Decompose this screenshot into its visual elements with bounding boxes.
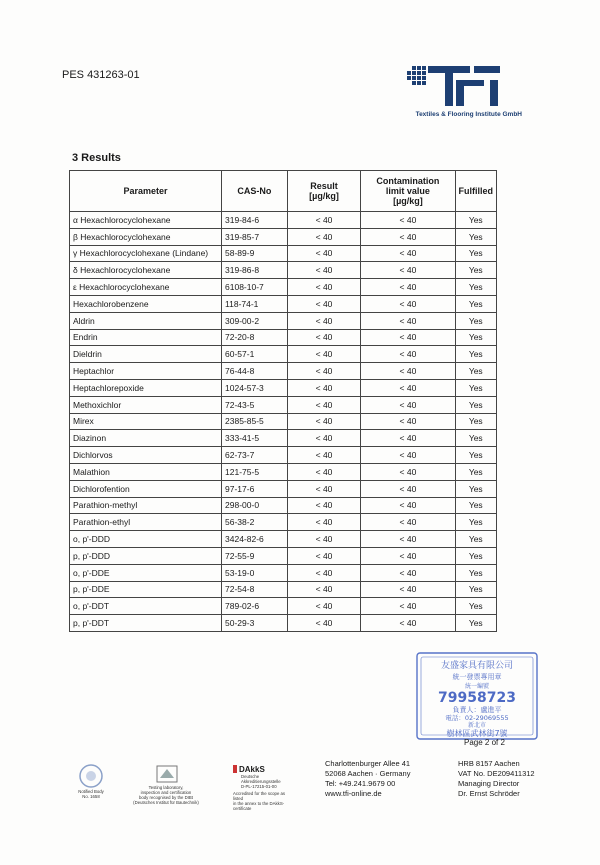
cell-fulfilled: Yes <box>455 598 497 615</box>
table-row <box>70 379 497 396</box>
cell-limit: < 40 <box>361 547 455 564</box>
cell-parameter: δ Hexachlorocyclohexane <box>70 262 222 279</box>
cell-result: < 40 <box>287 564 361 581</box>
cell-fulfilled: Yes <box>455 329 497 346</box>
cell-fulfilled: Yes <box>455 396 497 413</box>
cell-limit: < 40 <box>361 379 455 396</box>
cell-parameter: γ Hexachlorocyclohexane (Lindane) <box>70 245 222 262</box>
footer-vat: VAT No. DE209411312 <box>458 769 535 778</box>
cell-result: < 40 <box>287 363 361 380</box>
cell-parameter: o, p'-DDT <box>70 598 222 615</box>
cell-fulfilled: Yes <box>455 531 497 548</box>
cell-cas-no: 76-44-8 <box>222 363 288 380</box>
dakks-name-text: DAkkS <box>239 765 265 774</box>
cell-limit: < 40 <box>361 413 455 430</box>
cell-parameter: Parathion-methyl <box>70 497 222 514</box>
notified-body-badge-icon <box>78 763 104 789</box>
cell-result: < 40 <box>287 262 361 279</box>
cell-parameter: Heptachlor <box>70 363 222 380</box>
cell-cas-no: 1024-57-3 <box>222 379 288 396</box>
footer-address <box>325 759 410 799</box>
footer-director: Dr. Ernst Schröder <box>458 789 520 798</box>
cell-fulfilled: Yes <box>455 430 497 447</box>
stamp-line-2: 統一發票專用章 <box>452 673 502 681</box>
cell-fulfilled: Yes <box>455 262 497 279</box>
cell-result: < 40 <box>287 379 361 396</box>
table-row <box>70 447 497 464</box>
cell-fulfilled: Yes <box>455 615 497 632</box>
table-row <box>70 531 497 548</box>
cell-cas-no: 62-73-7 <box>222 447 288 464</box>
cell-cas-no: 319-85-7 <box>222 228 288 245</box>
table-row <box>70 463 497 480</box>
cell-cas-no: 333-41-5 <box>222 430 288 447</box>
cell-limit: < 40 <box>361 212 455 229</box>
cell-cas-no: 56-38-2 <box>222 514 288 531</box>
cell-result: < 40 <box>287 514 361 531</box>
cell-result: < 40 <box>287 615 361 632</box>
cell-parameter: Dichlorvos <box>70 447 222 464</box>
testing-lab-line: Testing laboratory, <box>148 785 184 790</box>
cell-cas-no: 72-55-9 <box>222 547 288 564</box>
cell-fulfilled: Yes <box>455 295 497 312</box>
cell-cas-no: 2385-85-5 <box>222 413 288 430</box>
document-id: PES 431263-01 <box>62 69 140 81</box>
cell-parameter: ε Hexachlorocyclohexane <box>70 279 222 296</box>
stamp-line-3: 統一編號 <box>464 683 490 690</box>
cell-parameter: Heptachlorepoxide <box>70 379 222 396</box>
stamp-number: 79958723 <box>438 690 516 706</box>
logo-subtitle: Textiles & Flooring Institute GmbH <box>415 111 522 118</box>
table-row <box>70 312 497 329</box>
cell-limit: < 40 <box>361 346 455 363</box>
cell-result: < 40 <box>287 245 361 262</box>
cell-fulfilled: Yes <box>455 497 497 514</box>
cell-limit: < 40 <box>361 581 455 598</box>
cell-fulfilled: Yes <box>455 228 497 245</box>
cell-limit: < 40 <box>361 312 455 329</box>
cell-limit: < 40 <box>361 396 455 413</box>
header-fulfilled: Fulfilled <box>455 171 497 212</box>
cell-limit: < 40 <box>361 615 455 632</box>
cell-cas-no: 6108-10-7 <box>222 279 288 296</box>
testing-lab-line: body recognised by the DIBt <box>139 795 193 800</box>
table-body <box>70 212 497 632</box>
cell-result: < 40 <box>287 329 361 346</box>
table-row <box>70 547 497 564</box>
table-row <box>70 564 497 581</box>
cell-parameter: p, p'-DDT <box>70 615 222 632</box>
cell-cas-no: 60-57-1 <box>222 346 288 363</box>
cell-result: < 40 <box>287 598 361 615</box>
table-row <box>70 480 497 497</box>
testing-lab-line: inspection and certification <box>140 790 192 795</box>
cell-result: < 40 <box>287 295 361 312</box>
cell-limit: < 40 <box>361 228 455 245</box>
cell-result: < 40 <box>287 346 361 363</box>
cell-limit: < 40 <box>361 430 455 447</box>
cell-cas-no: 319-86-8 <box>222 262 288 279</box>
footer-phone: Tel: +49.241.9679 00 <box>325 779 396 788</box>
cell-cas-no: 50-29-3 <box>222 615 288 632</box>
dakks-name <box>233 765 293 774</box>
cell-cas-no: 97-17-6 <box>222 480 288 497</box>
dibt-badge-icon <box>154 763 180 785</box>
cell-limit: < 40 <box>361 514 455 531</box>
cell-parameter: Endrin <box>70 329 222 346</box>
cell-fulfilled: Yes <box>455 363 497 380</box>
cell-limit: < 40 <box>361 531 455 548</box>
footer-register <box>458 759 535 799</box>
footer-city: 52068 Aachen · Germany <box>325 769 411 778</box>
dakks-line: D-PL-17215-01-00 <box>241 784 277 789</box>
dakks-note: in the annex to the DAkkS-certificate <box>233 801 285 811</box>
table-row <box>70 212 497 229</box>
stamp-owner: 負責人：盧進平 <box>452 706 502 714</box>
cell-limit: < 40 <box>361 279 455 296</box>
cell-fulfilled: Yes <box>455 245 497 262</box>
cell-limit: < 40 <box>361 564 455 581</box>
table-row <box>70 262 497 279</box>
cell-result: < 40 <box>287 447 361 464</box>
table-row <box>70 581 497 598</box>
cell-result: < 40 <box>287 312 361 329</box>
cell-fulfilled: Yes <box>455 564 497 581</box>
notified-body-number: No. 1658 <box>82 794 100 799</box>
cell-result: < 40 <box>287 279 361 296</box>
dakks-line: Deutsche <box>241 774 260 779</box>
cell-limit: < 40 <box>361 447 455 464</box>
cell-result: < 40 <box>287 212 361 229</box>
table-row <box>70 295 497 312</box>
testing-lab-label <box>116 785 216 805</box>
company-stamp <box>413 650 541 742</box>
cell-parameter: Methoxichlor <box>70 396 222 413</box>
cell-cas-no: 53-19-0 <box>222 564 288 581</box>
cell-fulfilled: Yes <box>455 480 497 497</box>
cell-parameter: Parathion-ethyl <box>70 514 222 531</box>
cell-result: < 40 <box>287 463 361 480</box>
table-row <box>70 245 497 262</box>
stamp-city: 新北市 <box>467 722 487 729</box>
header-parameter: Parameter <box>70 171 222 212</box>
cell-cas-no: 298-00-0 <box>222 497 288 514</box>
footer-website[interactable]: www.tfi-online.de <box>325 789 382 798</box>
cell-parameter: p, p'-DDD <box>70 547 222 564</box>
cell-cas-no: 118-74-1 <box>222 295 288 312</box>
cell-parameter: o, p'-DDE <box>70 564 222 581</box>
table-row <box>70 615 497 632</box>
page-number: Page 2 of 2 <box>464 738 505 747</box>
cell-result: < 40 <box>287 581 361 598</box>
notified-body-line: Notified Body <box>78 789 104 794</box>
cell-limit: < 40 <box>361 463 455 480</box>
results-table <box>69 170 497 632</box>
cell-parameter: Dichlorofention <box>70 480 222 497</box>
cell-parameter: p, p'-DDE <box>70 581 222 598</box>
cell-fulfilled: Yes <box>455 212 497 229</box>
testing-lab-line: (Deutsches Institut für Bautechnik) <box>133 800 199 805</box>
cell-fulfilled: Yes <box>455 346 497 363</box>
dakks-badge <box>233 765 293 811</box>
cell-result: < 40 <box>287 396 361 413</box>
cell-result: < 40 <box>287 480 361 497</box>
header-cas-no: CAS-No <box>222 171 288 212</box>
cell-fulfilled: Yes <box>455 447 497 464</box>
stamp-address: 樹林區武林街7號 <box>446 729 508 738</box>
cell-fulfilled: Yes <box>455 463 497 480</box>
notified-body-label <box>68 789 114 799</box>
cell-parameter: Aldrin <box>70 312 222 329</box>
cell-parameter: Diazinon <box>70 430 222 447</box>
table-row <box>70 228 497 245</box>
cell-parameter: Hexachlorobenzene <box>70 295 222 312</box>
header-limit: Contamination limit value [µg/kg] <box>361 171 455 212</box>
cell-limit: < 40 <box>361 598 455 615</box>
table-row <box>70 279 497 296</box>
cell-cas-no: 3424-82-6 <box>222 531 288 548</box>
table-row <box>70 363 497 380</box>
cell-limit: < 40 <box>361 497 455 514</box>
cell-parameter: Dieldrin <box>70 346 222 363</box>
table-row <box>70 497 497 514</box>
cell-limit: < 40 <box>361 329 455 346</box>
cell-limit: < 40 <box>361 245 455 262</box>
cell-limit: < 40 <box>361 295 455 312</box>
cell-fulfilled: Yes <box>455 514 497 531</box>
cell-result: < 40 <box>287 228 361 245</box>
cell-cas-no: 58-89-9 <box>222 245 288 262</box>
cell-parameter: β Hexachlorocyclohexane <box>70 228 222 245</box>
cell-result: < 40 <box>287 497 361 514</box>
cell-parameter: Malathion <box>70 463 222 480</box>
table-row <box>70 396 497 413</box>
cell-cas-no: 319-84-6 <box>222 212 288 229</box>
header-result: Result [µg/kg] <box>287 171 361 212</box>
cell-fulfilled: Yes <box>455 379 497 396</box>
cell-result: < 40 <box>287 430 361 447</box>
cell-fulfilled: Yes <box>455 547 497 564</box>
table-row <box>70 413 497 430</box>
cell-cas-no: 121-75-5 <box>222 463 288 480</box>
footer-street: Charlottenburger Allee 41 <box>325 759 411 768</box>
cell-limit: < 40 <box>361 480 455 497</box>
cell-result: < 40 <box>287 547 361 564</box>
table-row <box>70 346 497 363</box>
cell-result: < 40 <box>287 413 361 430</box>
cell-cas-no: 72-43-5 <box>222 396 288 413</box>
table-row <box>70 430 497 447</box>
cell-parameter: o, p'-DDD <box>70 531 222 548</box>
dakks-line: Akkreditierungsstelle <box>241 779 281 784</box>
cell-parameter: α Hexachlorocyclohexane <box>70 212 222 229</box>
table-row <box>70 598 497 615</box>
cell-fulfilled: Yes <box>455 312 497 329</box>
cell-fulfilled: Yes <box>455 413 497 430</box>
dakks-note: Accredited for the scope as listed <box>233 791 286 801</box>
table-row <box>70 329 497 346</box>
cell-limit: < 40 <box>361 363 455 380</box>
cell-limit: < 40 <box>361 262 455 279</box>
cell-cas-no: 309-00-2 <box>222 312 288 329</box>
table-row <box>70 514 497 531</box>
cell-cas-no: 72-54-8 <box>222 581 288 598</box>
cell-parameter: Mirex <box>70 413 222 430</box>
table-header-row <box>70 171 497 212</box>
cell-cas-no: 789-02-6 <box>222 598 288 615</box>
cell-fulfilled: Yes <box>455 279 497 296</box>
footer-role: Managing Director <box>458 779 520 788</box>
cell-result: < 40 <box>287 531 361 548</box>
section-title: 3 Results <box>72 152 121 164</box>
cell-cas-no: 72-20-8 <box>222 329 288 346</box>
footer-hrb: HRB 8157 Aachen <box>458 759 520 768</box>
stamp-line-1: 友盛家具有限公司 <box>440 661 514 671</box>
stamp-phone: 電話：02-29069555 <box>445 714 509 722</box>
cell-fulfilled: Yes <box>455 581 497 598</box>
